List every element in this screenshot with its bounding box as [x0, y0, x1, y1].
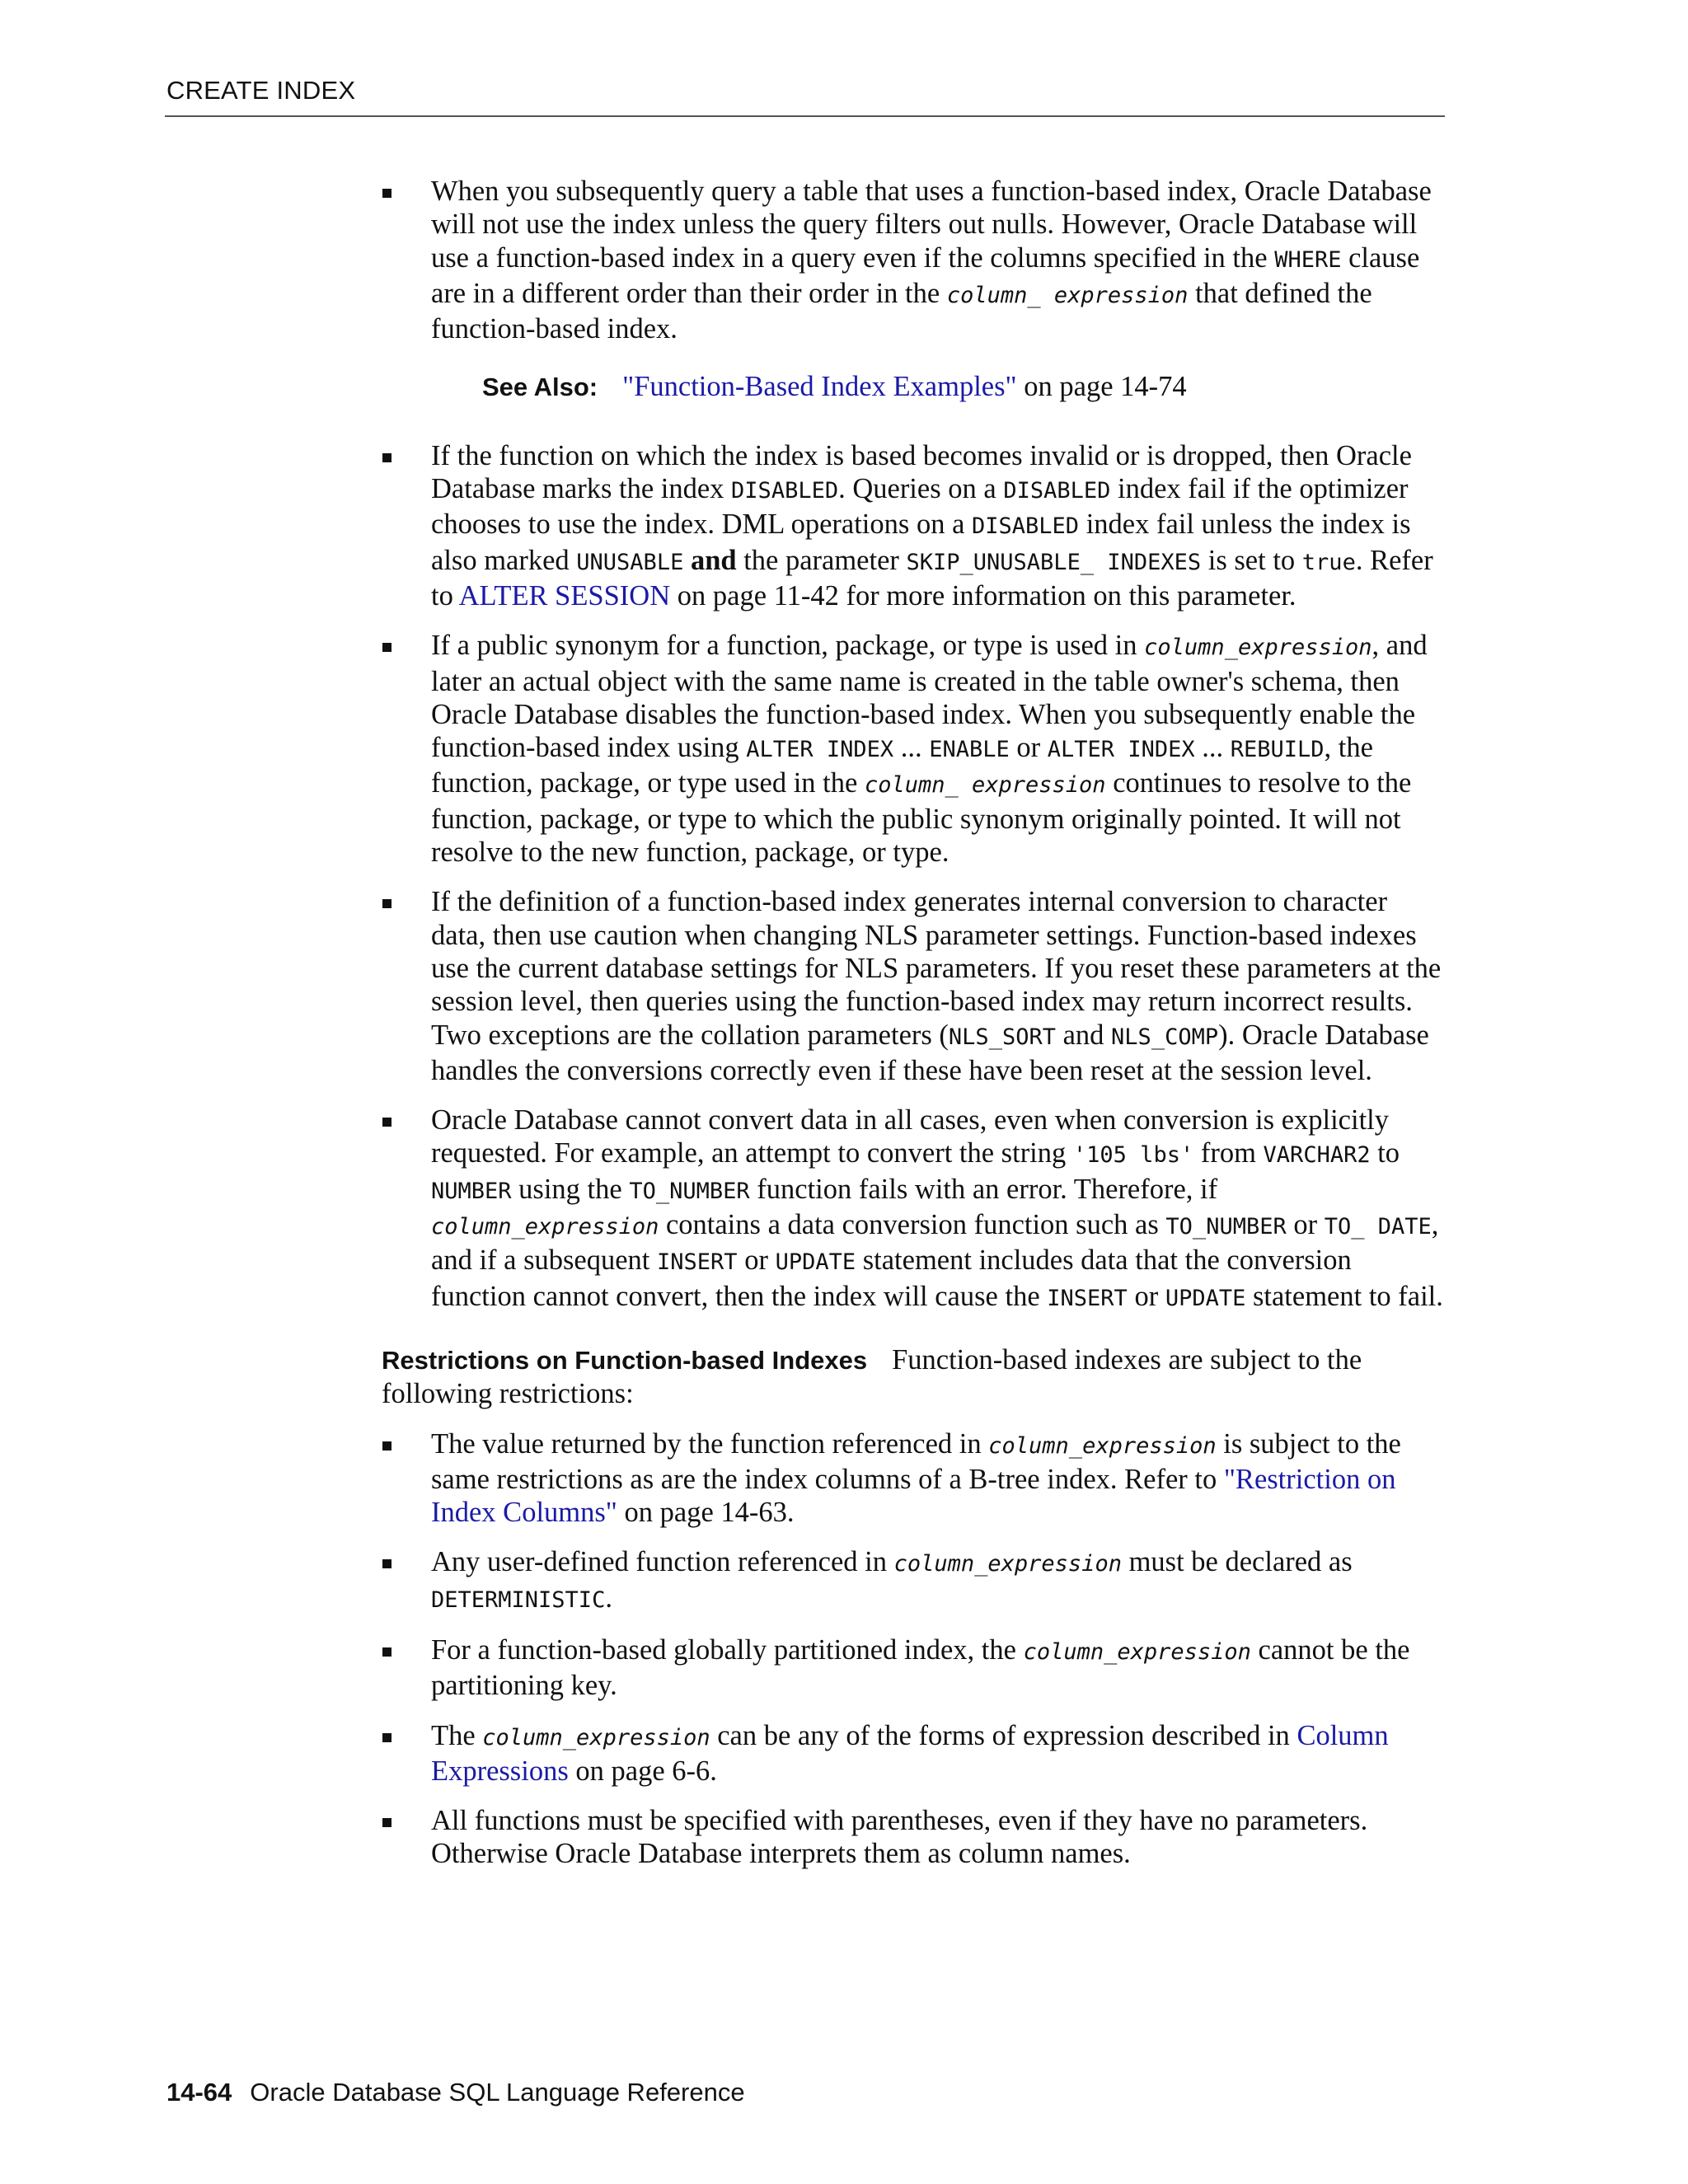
- list-item: The column_expression can be any of the forms of expression described in Column Expressions on page 6-6.: [382, 1719, 1445, 1788]
- square-bullet-icon: [382, 899, 392, 908]
- code-text: column_expression: [893, 1551, 1122, 1577]
- code-text: TO_ DATE: [1324, 1214, 1432, 1240]
- code-text: DISABLED: [972, 513, 1080, 540]
- code-text: NLS_SORT: [948, 1024, 1056, 1050]
- square-bullet-icon: [382, 1733, 392, 1742]
- list-item: For a function-based globally partitioned index, the column_expression cannot be the partitioning key.: [382, 1633, 1445, 1703]
- code-text: NUMBER: [431, 1178, 512, 1204]
- code-text: DETERMINISTIC: [431, 1586, 606, 1613]
- code-text: ALTER INDEX: [1047, 737, 1195, 763]
- restrictions-paragraph: Restrictions on Function-based Indexes Function-based indexes are subject to the following restrictions:: [382, 1343, 1362, 1410]
- function-based-index-examples-link[interactable]: "Function-Based Index Examples": [622, 371, 1017, 403]
- square-bullet-icon: [382, 453, 392, 462]
- list-item: Any user-defined function referenced in column_expression must be declared as DETERMINISTIC.: [382, 1545, 1445, 1617]
- bold-text: and: [690, 544, 737, 576]
- square-bullet-icon: [382, 1118, 392, 1127]
- bullet-list-2: [382, 439, 1445, 1315]
- list-item: If the function on which the index is based becomes invalid or is dropped, then Oracle Database marks the index DISABLED. Queries on a DISABLED index fail if the optimizer chooses to use the index. DML operations on a DISABLED index fail unless the index is also marked UNUSABLE and the parameter SKIP_UNUSABLE_ INDEXES is set to true. Refer to ALTER SESSION on page 11-42 for more information on this parameter.: [382, 439, 1445, 612]
- code-text: SKIP_UNUSABLE_ INDEXES: [906, 549, 1202, 575]
- square-bullet-icon: [382, 1818, 392, 1827]
- code-text: true: [1301, 549, 1356, 575]
- square-bullet-icon: [382, 1647, 392, 1657]
- code-text: DISABLED: [731, 478, 839, 504]
- code-text: column_ expression: [864, 772, 1106, 799]
- list-item: If the definition of a function-based index generates internal conversion to character data, then use caution when changing NLS parameter settings. Function-based indexes use the current database settings for NLS parameters. If you reset these parameters at the session level, then queries using the function-based index may return incorrect results. Two exceptions are the collation parameters (NLS_SORT and NLS_COMP). Oracle Database handles the conversions correctly even if these have been reset at the session level.: [382, 885, 1445, 1087]
- code-text: column_expression: [482, 1724, 710, 1750]
- list-item: Oracle Database cannot convert data in all cases, even when conversion is explicitly requested. For example, an attempt to convert the string '105 lbs' from VARCHAR2 to NUMBER using the TO_NUMBER function fails with an error. Therefore, if column_expression contains a data conversion function such as TO_NUMBER or TO_ DATE, and if a subsequent INSERT or UPDATE statement includes data that the conversion function cannot convert, then the index will cause the INSERT or UPDATE statement to fail.: [382, 1104, 1445, 1315]
- square-bullet-icon: [382, 189, 392, 198]
- page-number: 14-64: [166, 2078, 232, 2107]
- running-header: CREATE INDEX: [166, 76, 356, 105]
- code-text: UPDATE: [1165, 1285, 1246, 1311]
- code-text: column_expression: [1144, 635, 1372, 661]
- see-also-note: See Also: "Function-Based Index Examples" on page 14-74: [482, 371, 1187, 403]
- code-text: WHERE: [1274, 246, 1342, 273]
- code-text: NLS_COMP: [1111, 1024, 1219, 1050]
- code-text: column_expression: [988, 1432, 1217, 1459]
- book-title: Oracle Database SQL Language Reference: [250, 2078, 745, 2107]
- code-text: column_expression: [431, 1214, 659, 1240]
- page-content: [382, 175, 1445, 1871]
- list-item: If a public synonym for a function, package, or type is used in column_expression, and later an actual object with the same name is created in the table owner's schema, then Oracle Database disables the function-based index. When you subsequently enable the function-based index using ALTER INDEX ... ENABLE or ALTER INDEX ... REBUILD, the function, package, or type used in the column_ expression continues to resolve to the function, package, or type to which the public synonym originally pointed. It will not resolve to the new function, package, or type.: [382, 629, 1445, 869]
- code-text: INSERT: [1047, 1285, 1128, 1311]
- list-item: When you subsequently query a table that uses a function-based index, Oracle Database will not use the index unless the query filters out nulls. However, Oracle Database will use a function-based index in a query even if the columns specified in the WHERE clause are in a different order than their order in the column_ expression that defined the function-based index.: [382, 175, 1445, 345]
- list-item: The value returned by the function referenced in column_expression is subject to the same restrictions as are the index columns of a B-tree index. Refer to "Restriction on Index Columns" on page 14-63.: [382, 1427, 1445, 1530]
- code-text: ENABLE: [929, 737, 1010, 763]
- header-rule: [165, 115, 1445, 117]
- code-text: column_expression: [1023, 1638, 1251, 1665]
- square-bullet-icon: [382, 643, 392, 652]
- code-text: TO_NUMBER: [629, 1178, 750, 1204]
- code-text: ALTER INDEX: [746, 737, 894, 763]
- code-text: VARCHAR2: [1263, 1142, 1371, 1169]
- code-text: UPDATE: [775, 1249, 856, 1276]
- code-text: DISABLED: [1003, 478, 1111, 504]
- see-also-label: See Also:: [482, 373, 598, 402]
- alter-session-link[interactable]: ALTER SESSION: [458, 579, 671, 612]
- code-text: column_ expression: [946, 282, 1189, 308]
- code-text: '105 lbs': [1072, 1142, 1194, 1169]
- restriction-on-index-columns-link[interactable]: "Restriction on Index Columns": [431, 1463, 1396, 1529]
- code-text: INSERT: [657, 1249, 738, 1276]
- page-footer: [166, 2078, 745, 2107]
- column-expressions-link[interactable]: Column Expressions: [431, 1719, 1389, 1787]
- square-bullet-icon: [382, 1559, 392, 1568]
- code-text: TO_NUMBER: [1165, 1214, 1287, 1240]
- bullet-list-1: [382, 175, 1445, 345]
- code-text: UNUSABLE: [576, 549, 684, 575]
- restrictions-list: [382, 1427, 1445, 1871]
- restrictions-heading: Restrictions on Function-based Indexes: [382, 1345, 868, 1375]
- square-bullet-icon: [382, 1441, 392, 1451]
- list-item: All functions must be specified with parentheses, even if they have no parameters. Otherwise Oracle Database interprets them as column names.: [382, 1804, 1445, 1871]
- code-text: REBUILD: [1230, 737, 1325, 763]
